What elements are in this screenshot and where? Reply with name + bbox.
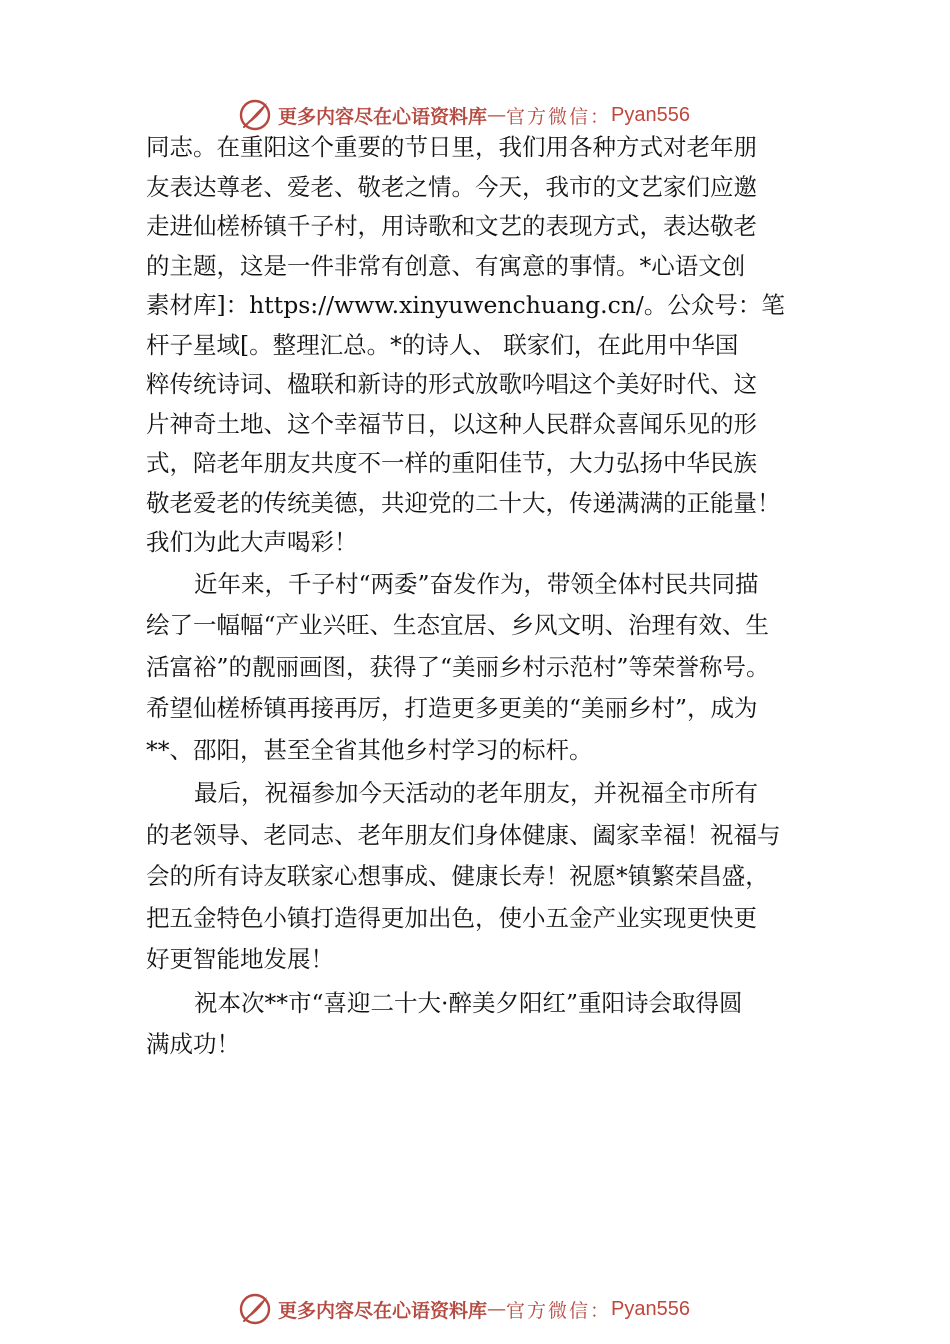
text-line: 素材库]：https://www.xinyuwenchuang.cn/。公众号：笔 (146, 291, 785, 319)
text-line: 敬老爱老的传统美德，共迎党的二十大，传递满满的正能量！ (146, 488, 781, 517)
paragraph-1 (146, 128, 826, 563)
footer-separator: — (487, 1298, 507, 1320)
text-line: 好更智能地发展！ (146, 945, 334, 973)
text-line: 绘了一幅幅“产业兴旺、生态宜居、乡风文明、治理有效、生 (146, 611, 770, 639)
quill-logo-icon (238, 1292, 272, 1326)
text-line: 活富裕”的靓丽画图，获得了“美丽乡村示范村”等荣誉称号。 (146, 652, 770, 681)
header-wechat-label: 官方微信： (506, 105, 612, 128)
text-line: 最后，祝福参加今天活动的老年朋友，并祝福全市所有 (194, 779, 758, 807)
text-line: 祝本次**市“喜迎二十大·醉美夕阳红”重阳诗会取得圆 (194, 988, 743, 1017)
text-line: 式，陪老年朋友共度不一样的重阳佳节，大力弘扬中华民族 (146, 449, 757, 477)
text-line: 我们为此大声喝彩！ (146, 528, 358, 556)
text-line: 把五金特色小镇打造得更加出色，使小五金产业实现更快更 (146, 903, 757, 932)
paragraph-2 (146, 565, 826, 771)
document-body (146, 128, 826, 1065)
footer-banner (238, 1290, 758, 1328)
header-separator: — (487, 104, 507, 126)
text-line: 友表达尊老、爱老、敬老之情。今天，我市的文艺家们应邀 (146, 172, 757, 201)
footer-brand: 更多内容尽在心语资料库 (278, 1299, 488, 1322)
text-line: 会的所有诗友联家心想事成、健康长寿！祝愿*镇繁荣昌盛， (146, 862, 769, 890)
text-line: 粹传统诗词、楹联和新诗的形式放歌吟唱这个美好时代、这 (146, 370, 757, 398)
text-line: 满成功！ (146, 1030, 240, 1058)
quill-logo-icon (238, 98, 272, 132)
text-line: **、邵阳，甚至全省其他乡村学习的标杆。 (146, 735, 593, 764)
footer-wechat-id: Pyan556 (611, 1297, 690, 1320)
text-line: 近年来，千子村“两委”奋发作为，带领全体村民共同描 (194, 569, 759, 598)
paragraph-4 (146, 984, 826, 1065)
text-line: 走进仙槎桥镇千子村，用诗歌和文艺的表现方式，表达敬老 (146, 212, 757, 240)
paragraph-3 (146, 774, 826, 980)
header-brand: 更多内容尽在心语资料库 (278, 105, 488, 128)
text-line: 杆子星域[。整理汇总。*的诗人、 联家们，在此用中华国 (146, 330, 739, 359)
text-line: 的老领导、老同志、老年朋友们身体健康、阖家幸福！祝福与 (146, 820, 781, 849)
footer-wechat-label: 官方微信： (506, 1299, 612, 1322)
text-line: 的主题，这是一件非常有创意、有寓意的事情。*心语文创 (146, 251, 746, 280)
text-line: 希望仙槎桥镇再接再厉，打造更多更美的“美丽乡村”，成为 (146, 694, 758, 722)
header-wechat-id: Pyan556 (611, 103, 690, 126)
text-line: 片神奇土地、这个幸福节日，以这种人民群众喜闻乐见的形 (146, 409, 757, 438)
text-line: 同志。在重阳这个重要的节日里，我们用各种方式对老年朋 (146, 133, 757, 161)
